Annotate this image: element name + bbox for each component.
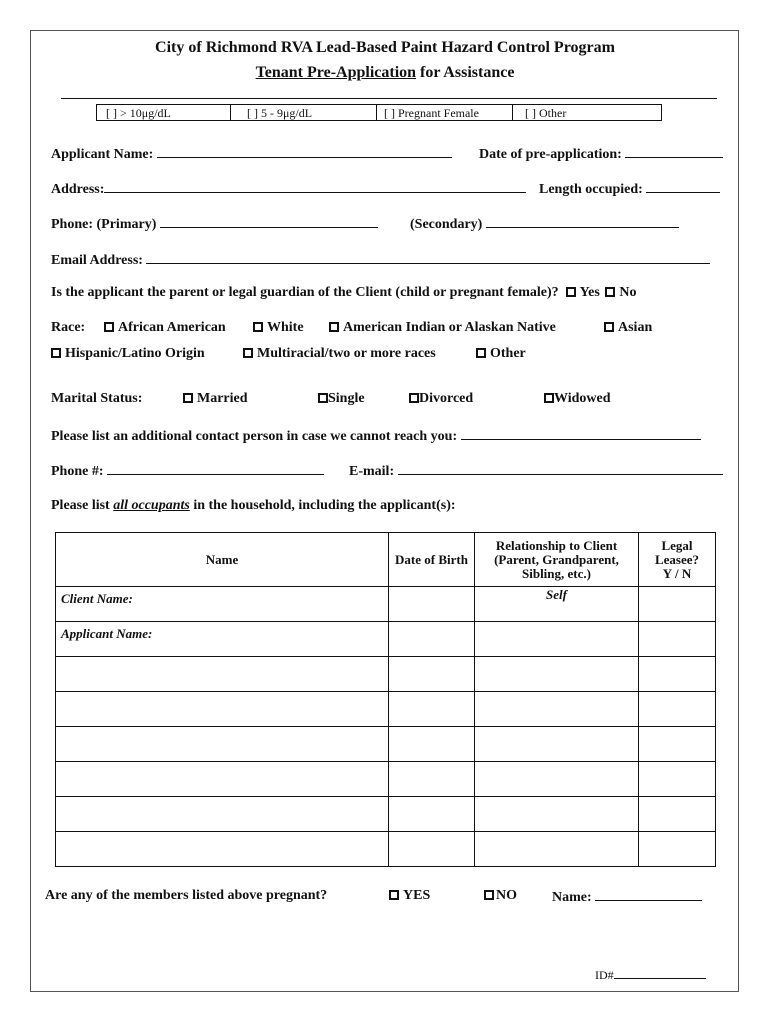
phone-secondary-field[interactable] bbox=[486, 215, 679, 228]
table-cell[interactable] bbox=[475, 622, 639, 657]
checkbox-icon[interactable] bbox=[243, 348, 253, 358]
table-row bbox=[56, 692, 716, 727]
occupants-prompt bbox=[51, 498, 456, 514]
program-box-5-9[interactable]: [ ] 5 - 9μg/dL bbox=[230, 104, 377, 121]
table-cell[interactable] bbox=[639, 832, 716, 867]
race-option-label: Other bbox=[490, 346, 526, 361]
table-row bbox=[56, 797, 716, 832]
contact-phone-field[interactable] bbox=[107, 462, 324, 475]
form-title: City of Richmond RVA Lead-Based Paint Hazard Control Program bbox=[155, 39, 615, 56]
email-field[interactable] bbox=[146, 251, 710, 264]
header-leasee-line: Y / N bbox=[662, 565, 692, 581]
contact-row bbox=[51, 427, 701, 445]
race-option-american-indian[interactable] bbox=[329, 320, 556, 336]
table-row-applicant bbox=[56, 622, 716, 657]
marital-option-label: Married bbox=[197, 391, 248, 406]
applicant-name-cell[interactable]: Applicant Name: bbox=[56, 622, 389, 657]
header-relationship-line: Relationship to Client bbox=[495, 537, 618, 553]
table-row bbox=[56, 657, 716, 692]
phone-primary-row bbox=[51, 215, 378, 233]
table-cell[interactable] bbox=[56, 797, 389, 832]
header-relationship-line: Sibling, etc.) bbox=[522, 565, 591, 581]
table-cell[interactable] bbox=[389, 622, 475, 657]
table-cell[interactable] bbox=[639, 762, 716, 797]
table-cell[interactable] bbox=[389, 832, 475, 867]
applicant-name-field[interactable] bbox=[157, 145, 452, 158]
guardian-yes-label: Yes bbox=[579, 285, 600, 300]
contact-email-field[interactable] bbox=[398, 462, 723, 475]
race-option-multiracial[interactable] bbox=[243, 346, 436, 362]
header-leasee-line: Leasee? bbox=[654, 551, 700, 567]
checkbox-icon[interactable] bbox=[409, 393, 419, 403]
header-divider bbox=[61, 98, 717, 99]
length-label: Length occupied: bbox=[539, 182, 643, 197]
id-row bbox=[595, 968, 706, 983]
race-option-hispanic[interactable] bbox=[51, 346, 205, 362]
pregnant-question: Are any of the members listed above pregnant? bbox=[45, 888, 328, 903]
client-dob-cell[interactable] bbox=[389, 587, 475, 622]
program-box-other[interactable]: [ ] Other bbox=[512, 104, 662, 121]
contact-phone-row bbox=[51, 462, 324, 480]
checkbox-icon[interactable] bbox=[604, 322, 614, 332]
table-cell[interactable] bbox=[639, 692, 716, 727]
race-option-label: White bbox=[267, 320, 304, 335]
table-row bbox=[56, 832, 716, 867]
form-subtitle bbox=[0, 64, 770, 82]
pregnant-no-option[interactable] bbox=[484, 888, 517, 904]
marital-label: Marital Status: bbox=[51, 391, 143, 406]
marital-option-label: Divorced bbox=[419, 391, 474, 406]
header-relationship bbox=[475, 533, 639, 587]
marital-option-widowed[interactable] bbox=[544, 391, 611, 407]
id-label: ID# bbox=[595, 968, 614, 982]
header-dob: Date of Birth bbox=[389, 533, 475, 587]
marital-option-label: Widowed bbox=[554, 391, 611, 406]
date-row bbox=[479, 145, 723, 163]
table-cell[interactable] bbox=[475, 762, 639, 797]
race-option-label: Asian bbox=[618, 320, 653, 335]
pregnant-no-label: NO bbox=[496, 888, 517, 903]
address-row bbox=[51, 180, 526, 198]
table-cell[interactable] bbox=[475, 692, 639, 727]
table-cell[interactable] bbox=[389, 692, 475, 727]
client-relationship-cell: Self bbox=[475, 587, 639, 622]
phone-secondary-label: (Secondary) bbox=[410, 217, 483, 232]
table-cell[interactable] bbox=[56, 832, 389, 867]
subtitle-rest: for Assistance bbox=[420, 64, 515, 81]
table-cell[interactable] bbox=[389, 727, 475, 762]
checkbox-icon[interactable] bbox=[183, 393, 193, 403]
contact-label: Please list an additional contact person in case we cannot reach you: bbox=[51, 429, 458, 444]
pregnant-name-row bbox=[552, 888, 702, 906]
table-cell[interactable] bbox=[639, 657, 716, 692]
pregnant-name-field[interactable] bbox=[595, 888, 702, 901]
phone-secondary-row bbox=[410, 215, 679, 233]
table-cell[interactable] bbox=[475, 657, 639, 692]
date-label: Date of pre-application: bbox=[479, 147, 622, 162]
pregnant-yes-label: YES bbox=[403, 888, 431, 903]
id-field[interactable] bbox=[614, 968, 706, 979]
program-box-10[interactable]: [ ] > 10μg/dL bbox=[96, 104, 231, 121]
race-option-label: American Indian or Alaskan Native bbox=[343, 320, 556, 335]
contact-email-row bbox=[349, 462, 723, 480]
occupants-table bbox=[55, 532, 716, 867]
checkbox-icon[interactable] bbox=[389, 890, 399, 900]
table-cell[interactable] bbox=[639, 797, 716, 832]
race-option-other[interactable] bbox=[476, 346, 526, 362]
pregnant-yes-option[interactable] bbox=[389, 888, 430, 904]
guardian-no-checkbox[interactable] bbox=[605, 287, 615, 297]
marital-option-divorced[interactable] bbox=[409, 391, 473, 407]
table-cell[interactable] bbox=[389, 797, 475, 832]
table-row-client bbox=[56, 587, 716, 622]
header-leasee bbox=[639, 533, 716, 587]
marital-option-single[interactable] bbox=[318, 391, 365, 407]
table-cell[interactable] bbox=[389, 762, 475, 797]
applicant-name-row bbox=[51, 145, 452, 163]
table-cell[interactable] bbox=[475, 832, 639, 867]
marital-option-label: Single bbox=[328, 391, 365, 406]
email-row bbox=[51, 251, 710, 269]
contact-email-label: E-mail: bbox=[349, 464, 395, 479]
checkbox-icon[interactable] bbox=[51, 348, 61, 358]
table-cell[interactable] bbox=[56, 727, 389, 762]
checkbox-icon[interactable] bbox=[329, 322, 339, 332]
checkbox-icon[interactable] bbox=[484, 890, 494, 900]
race-option-label: African American bbox=[118, 320, 226, 335]
checkbox-icon[interactable] bbox=[544, 393, 554, 403]
race-option-white[interactable] bbox=[253, 320, 304, 336]
occupants-prompt-post: in the household, including the applicant(s): bbox=[193, 498, 456, 513]
race-option-label: Multiracial/two or more races bbox=[257, 346, 436, 361]
guardian-question bbox=[51, 285, 636, 301]
table-row bbox=[56, 727, 716, 762]
table-cell[interactable] bbox=[56, 762, 389, 797]
pregnant-name-label: Name: bbox=[552, 890, 592, 905]
table-row bbox=[56, 762, 716, 797]
race-label: Race: bbox=[51, 320, 86, 335]
length-row bbox=[539, 180, 720, 198]
checkbox-icon[interactable] bbox=[476, 348, 486, 358]
table-cell[interactable] bbox=[389, 657, 475, 692]
guardian-no-label: No bbox=[619, 285, 637, 300]
checkbox-icon[interactable] bbox=[318, 393, 328, 403]
contact-phone-label: Phone #: bbox=[51, 464, 104, 479]
table-cell[interactable] bbox=[56, 657, 389, 692]
length-field[interactable] bbox=[646, 180, 720, 193]
marital-option-married[interactable] bbox=[183, 391, 248, 407]
table-cell[interactable] bbox=[639, 727, 716, 762]
race-option-african-american[interactable] bbox=[104, 320, 226, 336]
applicant-name-label: Applicant Name: bbox=[51, 147, 154, 162]
phone-primary-field[interactable] bbox=[160, 215, 378, 228]
header-relationship-line: (Parent, Grandparent, bbox=[494, 551, 619, 567]
contact-field[interactable] bbox=[461, 427, 701, 440]
date-field[interactable] bbox=[625, 145, 723, 158]
table-cell[interactable] bbox=[475, 797, 639, 832]
occupants-prompt-emphasis: all occupants bbox=[113, 498, 190, 513]
address-label: Address: bbox=[51, 182, 105, 197]
guardian-question-text: Is the applicant the parent or legal guardian of the Client (child or pregnant female)? bbox=[51, 285, 559, 300]
race-option-asian[interactable] bbox=[604, 320, 652, 336]
phone-primary-label: Phone: (Primary) bbox=[51, 217, 157, 232]
table-cell[interactable] bbox=[639, 622, 716, 657]
occupants-prompt-pre: Please list bbox=[51, 498, 110, 513]
header-leasee-line: Legal bbox=[661, 537, 693, 553]
race-option-label: Hispanic/Latino Origin bbox=[65, 346, 205, 361]
checkbox-icon[interactable] bbox=[104, 322, 114, 332]
table-cell[interactable] bbox=[475, 727, 639, 762]
client-leasee-cell[interactable] bbox=[639, 587, 716, 622]
email-label: Email Address: bbox=[51, 253, 143, 268]
client-name-cell[interactable]: Client Name: bbox=[56, 587, 389, 622]
checkbox-icon[interactable] bbox=[253, 322, 263, 332]
table-header-row bbox=[56, 533, 716, 587]
program-box-pregnant[interactable]: [ ] Pregnant Female bbox=[376, 104, 513, 121]
subtitle-underlined: Tenant Pre-Application bbox=[255, 64, 417, 81]
guardian-yes-checkbox[interactable] bbox=[566, 287, 576, 297]
address-field[interactable] bbox=[104, 180, 526, 193]
table-cell[interactable] bbox=[56, 692, 389, 727]
header-name: Name bbox=[56, 533, 389, 587]
